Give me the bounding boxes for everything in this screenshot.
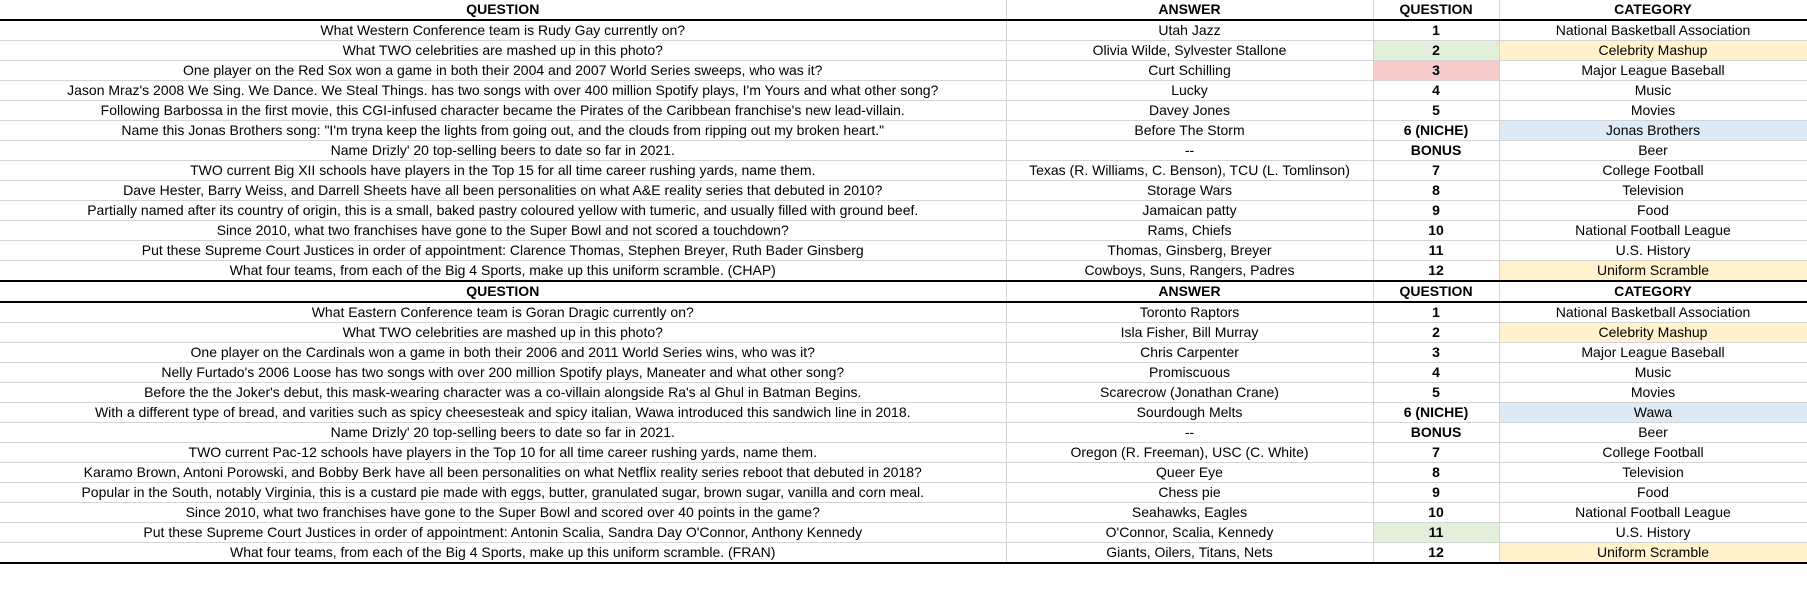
question-cell[interactable]: Dave Hester, Barry Weiss, and Darrell Sheets have all been personalities on what A&E reality series that debuted in 2010? — [0, 181, 1006, 201]
answer-cell[interactable]: Cowboys, Suns, Rangers, Padres — [1006, 261, 1373, 282]
category-cell[interactable]: Uniform Scramble — [1499, 261, 1807, 282]
question-cell[interactable]: Following Barbossa in the first movie, this CGI-infused character became the Pirates of the Caribbean franchise's new lead-villain. — [0, 101, 1006, 121]
column-header-category[interactable]: CATEGORY — [1499, 0, 1807, 20]
table-row — [0, 463, 1807, 483]
category-cell[interactable]: Television — [1499, 181, 1807, 201]
table-row — [0, 221, 1807, 241]
answer-cell[interactable]: Toronto Raptors — [1006, 302, 1373, 323]
question-cell[interactable]: TWO current Pac-12 schools have players in the Top 10 for all time career rushing yards, name them. — [0, 443, 1006, 463]
number-cell[interactable]: 3 — [1373, 61, 1499, 81]
category-cell[interactable]: National Football League — [1499, 221, 1807, 241]
question-cell[interactable]: With a different type of bread, and varities such as spicy cheesesteak and spicy italian, Wawa introduced this sandwich line in 2018. — [0, 403, 1006, 423]
number-cell[interactable]: 6 (NICHE) — [1373, 403, 1499, 423]
answer-cell[interactable]: Oregon (R. Freeman), USC (C. White) — [1006, 443, 1373, 463]
category-cell[interactable]: Jonas Brothers — [1499, 121, 1807, 141]
table-row — [0, 141, 1807, 161]
number-cell[interactable]: 2 — [1373, 323, 1499, 343]
table-row — [0, 523, 1807, 543]
question-cell[interactable]: Name Drizly' 20 top-selling beers to date so far in 2021. — [0, 423, 1006, 443]
category-cell[interactable]: Celebrity Mashup — [1499, 323, 1807, 343]
category-cell[interactable]: National Football League — [1499, 503, 1807, 523]
answer-cell[interactable]: Texas (R. Williams, C. Benson), TCU (L. Tomlinson) — [1006, 161, 1373, 181]
question-cell[interactable]: One player on the Cardinals won a game in both their 2006 and 2011 World Series wins, who was it? — [0, 343, 1006, 363]
table-row — [0, 101, 1807, 121]
table-row — [0, 403, 1807, 423]
category-cell[interactable]: National Basketball Association — [1499, 20, 1807, 41]
question-cell[interactable]: What Eastern Conference team is Goran Dragic currently on? — [0, 302, 1006, 323]
table-row — [0, 261, 1807, 282]
table-row — [0, 121, 1807, 141]
answer-cell[interactable]: -- — [1006, 423, 1373, 443]
question-cell[interactable]: What TWO celebrities are mashed up in this photo? — [0, 41, 1006, 61]
category-cell[interactable]: Music — [1499, 81, 1807, 101]
category-cell[interactable]: U.S. History — [1499, 523, 1807, 543]
number-cell[interactable]: BONUS — [1373, 423, 1499, 443]
answer-cell[interactable]: Scarecrow (Jonathan Crane) — [1006, 383, 1373, 403]
answer-cell[interactable]: Queer Eye — [1006, 463, 1373, 483]
category-cell[interactable]: Food — [1499, 201, 1807, 221]
number-cell[interactable]: 9 — [1373, 201, 1499, 221]
table-row — [0, 241, 1807, 261]
answer-cell[interactable]: Before The Storm — [1006, 121, 1373, 141]
answer-cell[interactable]: Seahawks, Eagles — [1006, 503, 1373, 523]
number-cell[interactable]: 11 — [1373, 523, 1499, 543]
question-cell[interactable]: Popular in the South, notably Virginia, this is a custard pie made with eggs, butter, granulated sugar, brown sugar, vanilla and corn meal. — [0, 483, 1006, 503]
category-cell[interactable]: Wawa — [1499, 403, 1807, 423]
column-header-question[interactable]: QUESTION — [0, 0, 1006, 20]
question-cell[interactable]: Since 2010, what two franchises have gone to the Super Bowl and not scored a touchdown? — [0, 221, 1006, 241]
table-row — [0, 363, 1807, 383]
answer-cell[interactable]: Thomas, Ginsberg, Breyer — [1006, 241, 1373, 261]
number-cell[interactable]: 10 — [1373, 221, 1499, 241]
category-cell[interactable]: Movies — [1499, 383, 1807, 403]
category-cell[interactable]: Music — [1499, 363, 1807, 383]
category-cell[interactable]: College Football — [1499, 161, 1807, 181]
column-header-category[interactable]: CATEGORY — [1499, 281, 1807, 302]
category-cell[interactable]: Movies — [1499, 101, 1807, 121]
category-cell[interactable]: Celebrity Mashup — [1499, 41, 1807, 61]
column-header-answer[interactable]: ANSWER — [1006, 0, 1373, 20]
category-cell[interactable]: Uniform Scramble — [1499, 543, 1807, 564]
column-header-answer[interactable]: ANSWER — [1006, 281, 1373, 302]
number-cell[interactable]: 4 — [1373, 81, 1499, 101]
answer-cell[interactable]: Rams, Chiefs — [1006, 221, 1373, 241]
question-cell[interactable]: Since 2010, what two franchises have gone to the Super Bowl and scored over 40 points in the game? — [0, 503, 1006, 523]
number-cell[interactable]: 9 — [1373, 483, 1499, 503]
answer-cell[interactable]: Davey Jones — [1006, 101, 1373, 121]
question-cell[interactable]: Jason Mraz's 2008 We Sing. We Dance. We Steal Things. has two songs with over 400 million Spotify plays, I'm Yours and what other song? — [0, 81, 1006, 101]
number-cell[interactable]: 4 — [1373, 363, 1499, 383]
table-row — [0, 20, 1807, 41]
column-header-number[interactable]: QUESTION — [1373, 281, 1499, 302]
answer-cell[interactable]: Isla Fisher, Bill Murray — [1006, 323, 1373, 343]
question-cell[interactable]: Partially named after its country of origin, this is a small, baked pastry coloured yellow with tumeric, and usually filled with ground beef. — [0, 201, 1006, 221]
answer-cell[interactable]: Sourdough Melts — [1006, 403, 1373, 423]
table-row — [0, 423, 1807, 443]
number-cell[interactable]: 8 — [1373, 463, 1499, 483]
table-row — [0, 443, 1807, 463]
number-cell[interactable]: 3 — [1373, 343, 1499, 363]
question-cell[interactable]: Name Drizly' 20 top-selling beers to date so far in 2021. — [0, 141, 1006, 161]
question-cell[interactable]: TWO current Big XII schools have players in the Top 15 for all time career rushing yards, name them. — [0, 161, 1006, 181]
question-cell[interactable]: Nelly Furtado's 2006 Loose has two songs with over 200 million Spotify plays, Maneater and what other song? — [0, 363, 1006, 383]
answer-cell[interactable]: Storage Wars — [1006, 181, 1373, 201]
question-cell[interactable]: What Western Conference team is Rudy Gay currently on? — [0, 20, 1006, 41]
question-cell[interactable]: What TWO celebrities are mashed up in this photo? — [0, 323, 1006, 343]
table-row — [0, 503, 1807, 523]
column-header-number[interactable]: QUESTION — [1373, 0, 1499, 20]
question-cell[interactable]: Put these Supreme Court Justices in order of appointment: Clarence Thomas, Stephen Breyer, Ruth Bader Ginsberg — [0, 241, 1006, 261]
column-header-question[interactable]: QUESTION — [0, 281, 1006, 302]
question-cell[interactable]: Before the the Joker's debut, this mask-wearing character was a co-villain alongside Ra's al Ghul in Batman Begins. — [0, 383, 1006, 403]
category-cell[interactable]: Food — [1499, 483, 1807, 503]
number-cell[interactable]: 7 — [1373, 443, 1499, 463]
category-cell[interactable]: College Football — [1499, 443, 1807, 463]
category-cell[interactable]: National Basketball Association — [1499, 302, 1807, 323]
table-row — [0, 61, 1807, 81]
table-row — [0, 201, 1807, 221]
number-cell[interactable]: BONUS — [1373, 141, 1499, 161]
category-cell[interactable]: Major League Baseball — [1499, 343, 1807, 363]
table-row — [0, 343, 1807, 363]
number-cell[interactable]: 10 — [1373, 503, 1499, 523]
answer-cell[interactable]: Chris Carpenter — [1006, 343, 1373, 363]
table-row — [0, 323, 1807, 343]
category-cell[interactable]: Beer — [1499, 423, 1807, 443]
answer-cell[interactable]: Promiscuous — [1006, 363, 1373, 383]
answer-cell[interactable]: Lucky — [1006, 81, 1373, 101]
answer-cell[interactable]: -- — [1006, 141, 1373, 161]
number-cell[interactable]: 11 — [1373, 241, 1499, 261]
table-row — [0, 383, 1807, 403]
question-cell[interactable]: One player on the Red Sox won a game in both their 2004 and 2007 World Series sweeps, who was it? — [0, 61, 1006, 81]
table-row — [0, 161, 1807, 181]
question-cell[interactable]: What four teams, from each of the Big 4 Sports, make up this uniform scramble. (CHAP) — [0, 261, 1006, 282]
question-cell[interactable]: Name this Jonas Brothers song: "I'm tryna keep the lights from going out, and the clouds from ripping out my broken heart." — [0, 121, 1006, 141]
number-cell[interactable]: 12 — [1373, 543, 1499, 564]
number-cell[interactable]: 1 — [1373, 20, 1499, 41]
category-cell[interactable]: U.S. History — [1499, 241, 1807, 261]
table-row — [0, 81, 1807, 101]
table-row — [0, 543, 1807, 564]
answer-cell[interactable]: Chess pie — [1006, 483, 1373, 503]
category-cell[interactable]: Beer — [1499, 141, 1807, 161]
table-row — [0, 302, 1807, 323]
question-cell[interactable]: Karamo Brown, Antoni Porowski, and Bobby Berk have all been personalities on what Netflix reality series reboot that debuted in 2018? — [0, 463, 1006, 483]
category-cell[interactable]: Television — [1499, 463, 1807, 483]
category-cell[interactable]: Major League Baseball — [1499, 61, 1807, 81]
answer-cell[interactable]: Utah Jazz — [1006, 20, 1373, 41]
number-cell[interactable]: 7 — [1373, 161, 1499, 181]
number-cell[interactable]: 2 — [1373, 41, 1499, 61]
number-cell[interactable]: 12 — [1373, 261, 1499, 282]
question-cell[interactable]: What four teams, from each of the Big 4 Sports, make up this uniform scramble. (FRAN) — [0, 543, 1006, 564]
table-row — [0, 181, 1807, 201]
answer-cell[interactable]: O'Connor, Scalia, Kennedy — [1006, 523, 1373, 543]
number-cell[interactable]: 5 — [1373, 101, 1499, 121]
answer-cell[interactable]: Olivia Wilde, Sylvester Stallone — [1006, 41, 1373, 61]
number-cell[interactable]: 6 (NICHE) — [1373, 121, 1499, 141]
number-cell[interactable]: 8 — [1373, 181, 1499, 201]
header-row — [0, 0, 1807, 20]
question-cell[interactable]: Put these Supreme Court Justices in order of appointment: Antonin Scalia, Sandra Day O'Connor, Anthony Kennedy — [0, 523, 1006, 543]
number-cell[interactable]: 5 — [1373, 383, 1499, 403]
table-row — [0, 41, 1807, 61]
number-cell[interactable]: 1 — [1373, 302, 1499, 323]
answer-cell[interactable]: Jamaican patty — [1006, 201, 1373, 221]
answer-cell[interactable]: Curt Schilling — [1006, 61, 1373, 81]
answer-cell[interactable]: Giants, Oilers, Titans, Nets — [1006, 543, 1373, 564]
header-row — [0, 281, 1807, 302]
table-row — [0, 483, 1807, 503]
